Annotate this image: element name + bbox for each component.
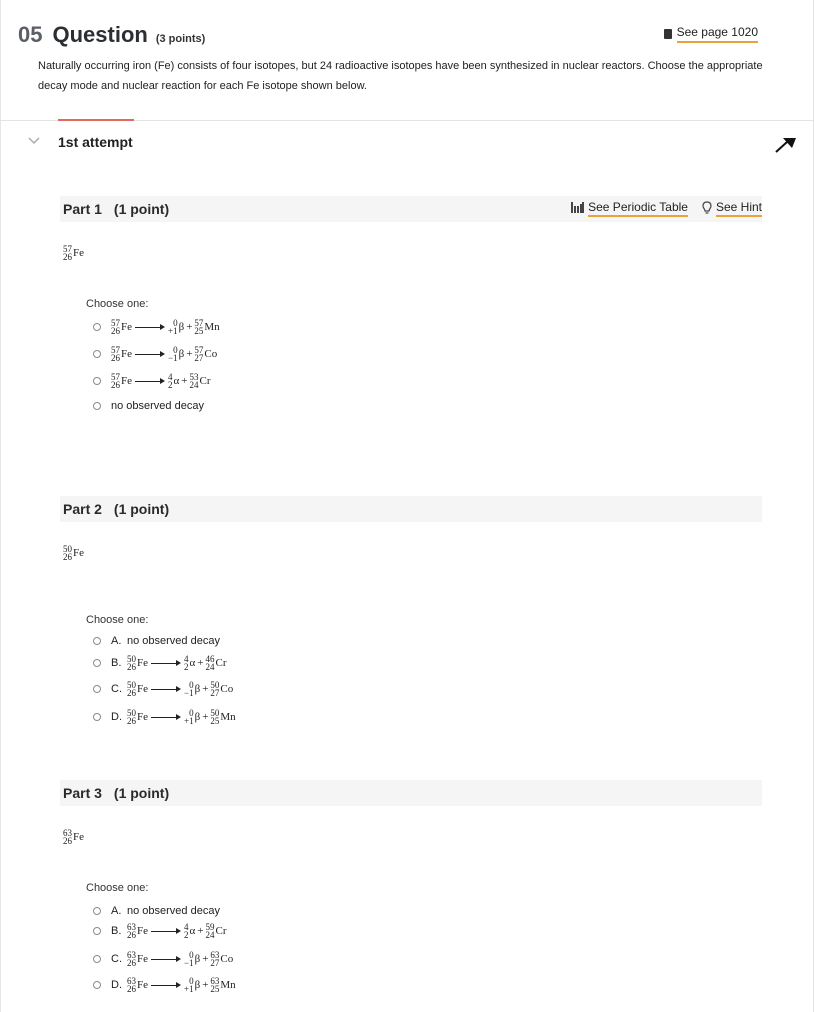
part-1-points: (1 point) (113, 201, 170, 217)
equation: 57 26 Fe 4 2 α + 53 24 Cr (111, 372, 211, 390)
radio-button[interactable] (93, 713, 101, 721)
part-2-option-c[interactable] (93, 680, 233, 698)
equation: 50 26 Fe 4 2 α + 46 24 Cr (127, 654, 227, 672)
radio-button[interactable] (93, 323, 101, 331)
radio-button[interactable] (93, 377, 101, 385)
part-2-option-b[interactable] (93, 654, 226, 672)
radio-button[interactable] (93, 685, 101, 693)
option-letter: A. (111, 905, 122, 917)
equation: 57 26 Fe 0 +1 β + 57 25 Mn (111, 318, 220, 336)
part-3-option-a[interactable] (93, 902, 220, 920)
question-body: Naturally occurring iron (Fe) consists of four isotopes, but 24 radioactive isotopes have been synthesized in nuclear reactors. Choose the appropriate decay mode and nuclear reaction for each Fe isotope shown below. (38, 60, 763, 92)
part-1-option[interactable] (93, 318, 220, 336)
part-2-option-d[interactable] (93, 708, 236, 726)
equation: 50 26 Fe 0 −1 β + 50 27 Co (127, 680, 234, 698)
see-periodic-table-label: See Periodic Table (588, 200, 688, 217)
part-1-label: Part 1 (63, 201, 102, 217)
part-1-option[interactable] (93, 397, 204, 415)
radio-button[interactable] (93, 637, 101, 645)
equation: 50 26 Fe 0 +1 β + 50 25 Mn (127, 708, 236, 726)
part-3-header (60, 780, 762, 806)
option-letter: A. (111, 635, 122, 647)
attempt-toggle[interactable] (28, 134, 133, 150)
equation: 57 26 Fe 0 −1 β + 57 27 Co (111, 345, 218, 363)
see-hint-link[interactable] (702, 200, 762, 217)
pin-icon[interactable] (774, 134, 800, 154)
part-3-option-d[interactable] (93, 976, 236, 994)
radio-button[interactable] (93, 402, 101, 410)
part-2-nuclide: 50 26 Fe (63, 544, 84, 562)
option-text: no observed decay (127, 635, 220, 647)
equation: 63 26 Fe 0 +1 β + 63 25 Mn (127, 976, 236, 994)
part-1-option[interactable] (93, 372, 210, 390)
see-page-link[interactable] (664, 25, 758, 43)
see-page-label: See page 1020 (677, 25, 758, 43)
part-1-choose-label: Choose one: (86, 298, 149, 310)
radio-button[interactable] (93, 907, 101, 915)
question-number: 05 (18, 22, 43, 47)
question-title: Question (52, 22, 148, 47)
part-3-points: (1 point) (113, 785, 170, 801)
part-2-header (60, 496, 762, 522)
part-2-points: (1 point) (113, 501, 170, 517)
radio-button[interactable] (93, 659, 101, 667)
question-points: (3 points) (155, 33, 206, 45)
equation: 63 26 Fe 0 −1 β + 63 27 Co (127, 950, 234, 968)
part-2-choose-label: Choose one: (86, 614, 149, 626)
radio-button[interactable] (93, 927, 101, 935)
part-tools (557, 200, 762, 217)
option-letter: C. (111, 953, 122, 965)
part-3-choose-label: Choose one: (86, 882, 149, 894)
radio-button[interactable] (93, 350, 101, 358)
option-letter: D. (111, 979, 122, 991)
part-1-header (60, 196, 762, 222)
option-letter: D. (111, 711, 122, 723)
option-letter: B. (111, 925, 122, 937)
part-3-option-b[interactable] (93, 922, 226, 940)
part-3-nuclide: 63 26 Fe (63, 828, 84, 846)
part-1-option[interactable] (93, 345, 217, 363)
option-letter: B. (111, 657, 122, 669)
part-2-option-a[interactable] (93, 632, 220, 650)
radio-button[interactable] (93, 981, 101, 989)
lightbulb-icon (702, 201, 712, 217)
see-periodic-table-link[interactable] (571, 200, 688, 217)
option-text: no observed decay (111, 400, 204, 412)
part-3-label: Part 3 (63, 785, 102, 801)
equation: 63 26 Fe 4 2 α + 59 24 Cr (127, 922, 227, 940)
see-hint-label: See Hint (716, 200, 762, 217)
question-header (18, 22, 205, 48)
part-2-label: Part 2 (63, 501, 102, 517)
radio-button[interactable] (93, 955, 101, 963)
periodic-table-icon (571, 201, 584, 216)
book-icon (664, 29, 672, 39)
part-1-nuclide: 57 26 Fe (63, 244, 84, 262)
part-3-option-c[interactable] (93, 950, 233, 968)
attempt-tab-accent (58, 119, 134, 121)
option-text: no observed decay (127, 905, 220, 917)
option-letter: C. (111, 683, 122, 695)
attempt-label: 1st attempt (58, 134, 133, 150)
chevron-down-icon (28, 136, 40, 148)
